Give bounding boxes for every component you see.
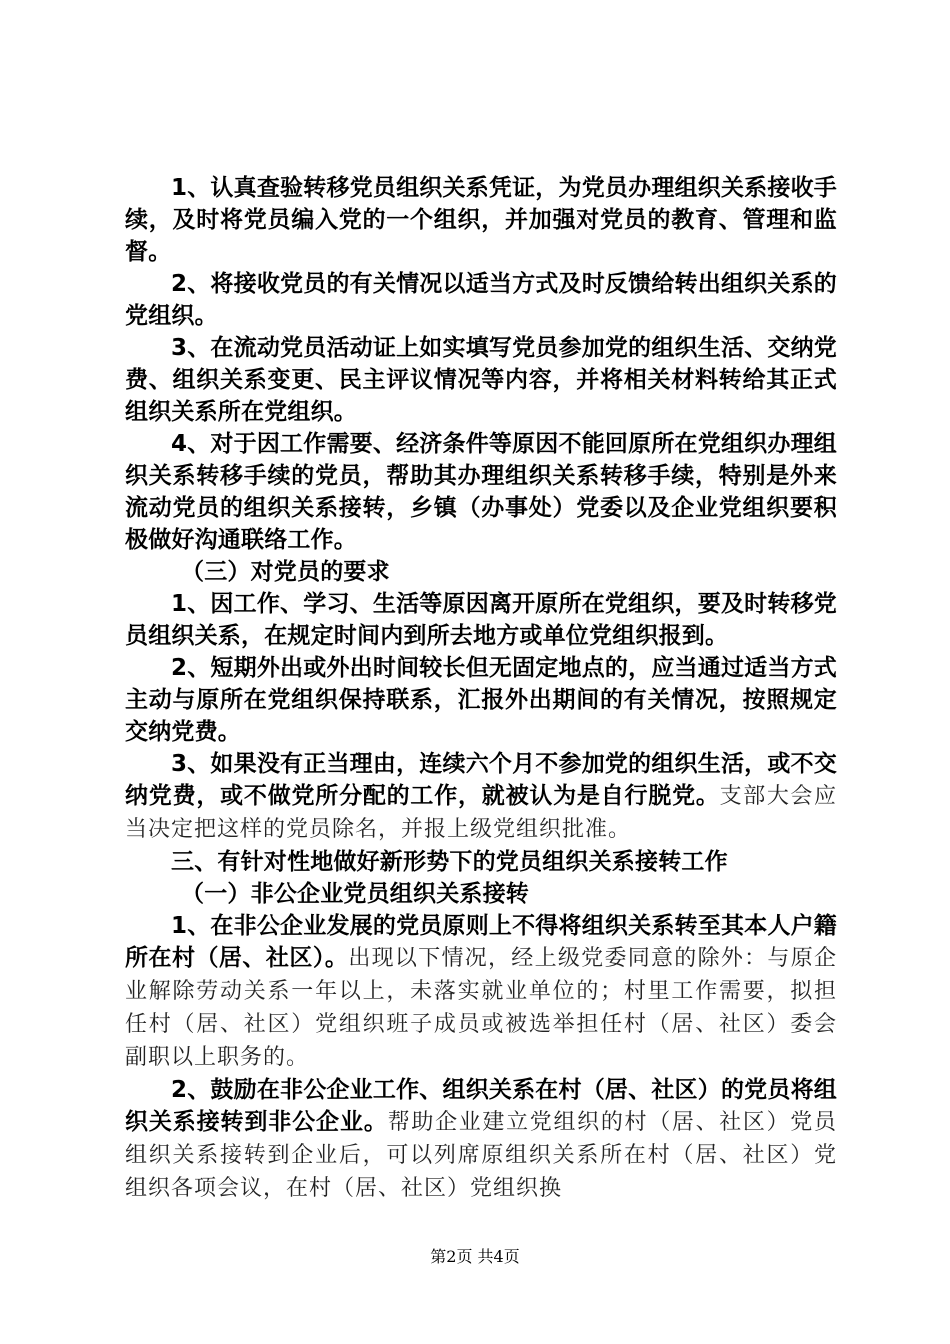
paragraph-9-regular-text: 帮助企业建立党组织的村（居、社区）党员组织关系接转到企业后，可以列席原组织关系所在村（居、社区）党组织各项会议，在村（居、社区）党组织换 <box>125 1110 837 1201</box>
paragraph-7-regular-text: 支部大会应当决定把这样的党员除名，并报上级党组织批准。 <box>125 784 837 842</box>
paragraph-7 <box>125 748 837 846</box>
paragraph-7-bold-text: 3、如果没有正当理由，连续六个月不参加党的组织生活，或不交纳党费，或不做党所分配的工作，就被认为是自行脱党。 <box>125 751 837 809</box>
paragraph-4: 4、对于因工作需要、经济条件等原因不能回原所在党组织办理组织关系转移手续的党员，帮助其办理组织关系转移手续，特别是外来流动党员的组织关系接转，乡镇（办事处）党委以及企业党组织要积极做好沟通联络工作。 <box>125 431 837 553</box>
page-footer: 第2页 共4页 <box>430 1247 520 1266</box>
paragraph-3: 3、在流动党员活动证上如实填写党员参加党的组织生活、交纳党费、组织关系变更、民主评议情况等内容，并将相关材料转给其正式组织关系所在党组织。 <box>125 335 837 425</box>
section-heading-party-member-requirements: （三）对党员的要求 <box>181 559 390 585</box>
paragraph-8-bold-text: 1、在非公企业发展的党员原则上不得将组织关系转至其本人户籍所在村（居、社区）。 <box>125 913 837 971</box>
paragraph-2: 2、将接收党员的有关情况以适当方式及时反馈给转出组织关系的党组织。 <box>125 271 837 329</box>
paragraph-8-regular-text: 出现以下情况，经上级党委同意的除外：与原企业解除劳动关系一年以上，未落实就业单位的；村里工作需要，拟担任村（居、社区）党组织班子成员或被选举担任村（居、社区）委会副职以上职务的。 <box>125 946 837 1070</box>
paragraph-5: 1、因工作、学习、生活等原因离开原所在党组织，要及时转移党员组织关系，在规定时间内到所去地方或单位党组织报到。 <box>125 591 837 649</box>
paragraph-6: 2、短期外出或外出时间较长但无固定地点的，应当通过适当方式主动与原所在党组织保持联系，汇报外出期间的有关情况，按照规定交纳党费。 <box>125 655 837 745</box>
paragraph-9 <box>125 1074 837 1205</box>
paragraph-9-bold-text: 2、鼓励在非公企业工作、组织关系在村（居、社区）的党员将组织关系接转到非公企业。 <box>125 1077 837 1135</box>
paragraph-1: 1、认真查验转移党员组织关系凭证，为党员办理组织关系接收手续，及时将党员编入党的一个组织，并加强对党员的教育、管理和监督。 <box>125 175 837 265</box>
subsection-heading-non-public-enterprise: （一）非公企业党员组织关系接转 <box>181 881 529 907</box>
section-heading-targeted-transfer-work: 三、有针对性地做好新形势下的党员组织关系接转工作 <box>171 849 728 875</box>
document-body <box>125 172 837 1205</box>
paragraph-8 <box>125 910 837 1074</box>
